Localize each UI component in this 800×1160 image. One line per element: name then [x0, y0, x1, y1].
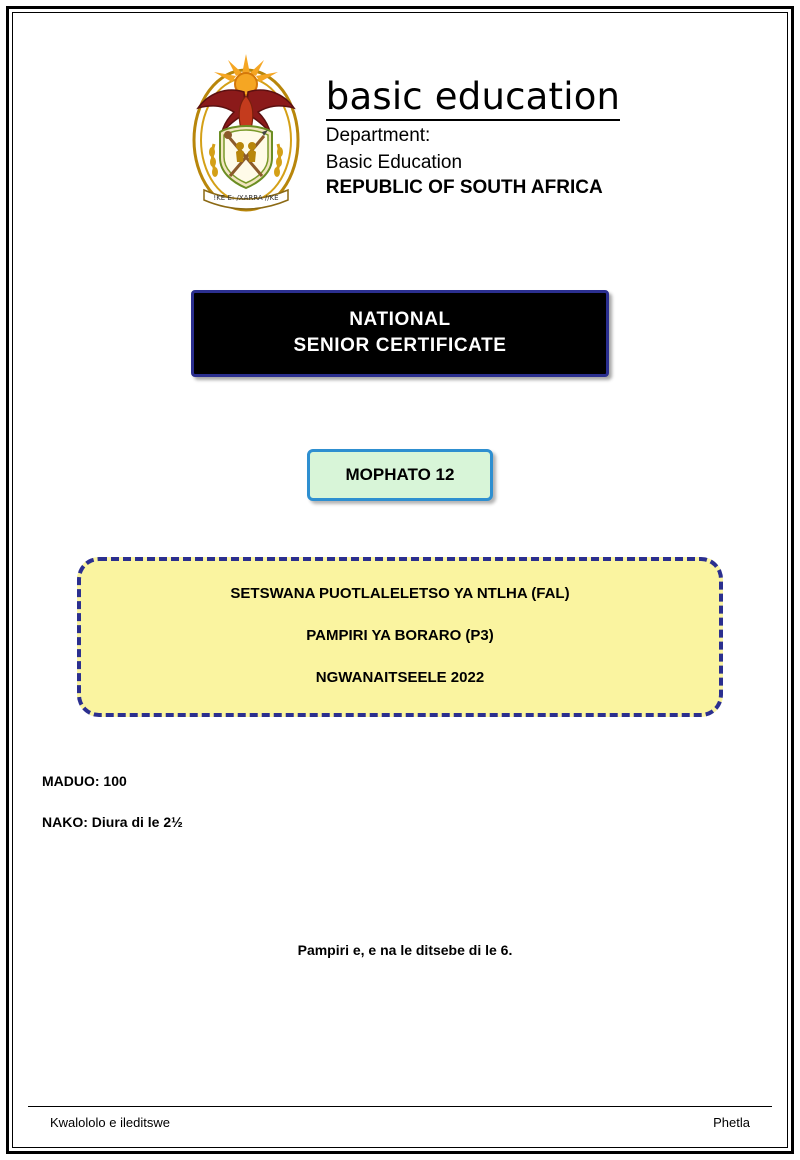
- time-line: NAKO: Diura di le 2½: [42, 814, 183, 831]
- turn-over-notice: Phetla: [713, 1115, 750, 1130]
- certificate-box: [191, 290, 609, 377]
- paper-number: PAMPIRI YA BORARO (P3): [306, 627, 494, 645]
- south-africa-coat-of-arms-icon: [180, 40, 312, 218]
- exam-info: [14, 773, 786, 830]
- svg-text:!KE E: /XARRA //KE: !KE E: /XARRA //KE: [213, 194, 279, 202]
- page-content: [14, 14, 786, 1146]
- page-footer: [28, 1106, 772, 1130]
- copyright-notice: Kwalololo e ileditswe: [50, 1115, 170, 1130]
- page-count-note: Pampiri e, e na le ditsebe di le 6.: [297, 942, 513, 959]
- brand-title: basic education: [326, 78, 620, 121]
- subject-box-wrapper: [14, 557, 786, 717]
- certificate-line-2: SENIOR CERTIFICATE: [293, 334, 507, 356]
- country-name: REPUBLIC OF SOUTH AFRICA: [325, 176, 603, 198]
- certificate-box-wrapper: [14, 290, 786, 377]
- document-header: [14, 14, 786, 218]
- grade-box: MOPHATO 12: [307, 449, 493, 501]
- department-name: Basic Education: [325, 151, 463, 173]
- certificate-line-1: NATIONAL: [349, 309, 451, 330]
- subject-title: SETSWANA PUOTLALELETSO YA NTLHA (FAL): [230, 585, 570, 603]
- footer-divider: [28, 1106, 772, 1107]
- grade-box-wrapper: [14, 449, 786, 501]
- exam-session: NGWANAITSEELE 2022: [315, 669, 485, 687]
- brand-block: [326, 40, 620, 199]
- subject-box: [77, 557, 723, 717]
- department-label: Department:: [325, 125, 431, 146]
- marks-line: MADUO: 100: [42, 773, 127, 790]
